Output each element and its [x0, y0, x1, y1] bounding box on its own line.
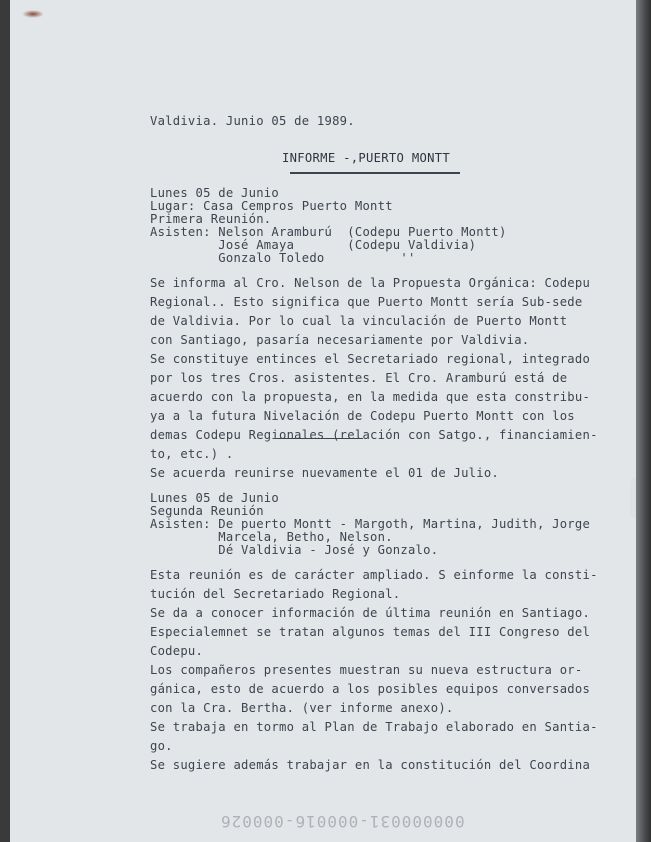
scanner-edge — [636, 0, 651, 842]
paragraph-line: Codepu. — [150, 644, 204, 658]
second-meeting-day: Lunes 05 de Junio — [150, 491, 279, 505]
paragraph-line: tución del Secretariado Regional. — [150, 587, 401, 601]
paragraph-line: demas Codepu Regionales (relación con Satgo., financiamien- — [150, 428, 598, 442]
paragraph-line: ya a la futura Nivelación de Codepu Puerto Montt con los — [150, 409, 575, 423]
paragraph-line: Regional.. Esto significa que Puerto Montt sería Sub-sede — [150, 295, 583, 309]
paragraph-line: acuerdo con la propuesta, en la medida que esta constribu- — [150, 390, 591, 404]
first-meeting-attendee: Gonzalo Toledo '' — [150, 251, 416, 265]
paragraph-line: Se constituye entinces el Secretariado regional, integrado — [150, 352, 591, 366]
second-meeting-type: Segunda Reunión — [150, 504, 264, 518]
paragraph-line: Se trabaja en tormo al Plan de Trabajo elaborado en Santia- — [150, 720, 598, 734]
paragraph-line: Se sugiere además trabajar en la constitución del Coordina — [150, 758, 591, 772]
document-page — [10, 0, 636, 842]
title-underline — [290, 172, 460, 174]
paragraph-line: Se da a conocer información de última reunión en Santiago. — [150, 606, 591, 620]
second-meeting-attendee: Dé Valdivia - José y Gonzalo. — [150, 543, 439, 557]
paragraph-line: Se informa al Cro. Nelson de la Propuesta Orgánica: Codepu — [150, 276, 591, 290]
paragraph-line: to, etc.) . — [150, 447, 234, 461]
filing-number: 000000031-000016-000026 — [220, 812, 465, 831]
paragraph-line: por los tres Cros. asistentes. El Cro. Aramburú está de — [150, 371, 568, 385]
paragraph-line: go. — [150, 739, 173, 753]
date-line: Valdivia. Junio 05 de 1989. — [150, 114, 355, 128]
paragraph-line: Esta reunión es de carácter ampliado. S einforme la consti- — [150, 568, 598, 582]
second-meeting-attendee: Marcela, Betho, Nelson. — [150, 530, 393, 544]
ink-mark — [22, 10, 44, 18]
first-meeting-attendee: Asisten: Nelson Aramburú (Codepu Puerto Montt) — [150, 225, 507, 239]
report-title: INFORME -,PUERTO MONTT — [282, 151, 451, 165]
paragraph-line: con Santiago, pasaría necesariamente por Valdivia. — [150, 333, 530, 347]
paragraph-line: Los compañeros presentes muestran su nueva estructura or- — [150, 663, 583, 677]
second-meeting-attendee: Asisten: De puerto Montt - Margoth, Martina, Judith, Jorge — [150, 517, 591, 531]
first-meeting-place: Lugar: Casa Cempros Puerto Montt — [150, 199, 393, 213]
paragraph-line: gánica, esto de acuerdo a los posibles equipos conversados — [150, 682, 591, 696]
paragraph-line: Se acuerda reunirse nuevamente el 01 de Julio. — [150, 466, 500, 480]
first-meeting-type: Primera Reunión. — [150, 212, 272, 226]
first-meeting-day: Lunes 05 de Junio — [150, 186, 279, 200]
paragraph-line: con la Cra. Bertha. (ver informe anexo). — [150, 701, 454, 715]
paragraph-line: de Valdivia. Por lo cual la vinculación de Puerto Montt — [150, 314, 568, 328]
first-meeting-attendee: José Amaya (Codepu Valdivia) — [150, 238, 477, 252]
paragraph-line: Especialemnet se tratan algunos temas del III Congreso del — [150, 625, 591, 639]
